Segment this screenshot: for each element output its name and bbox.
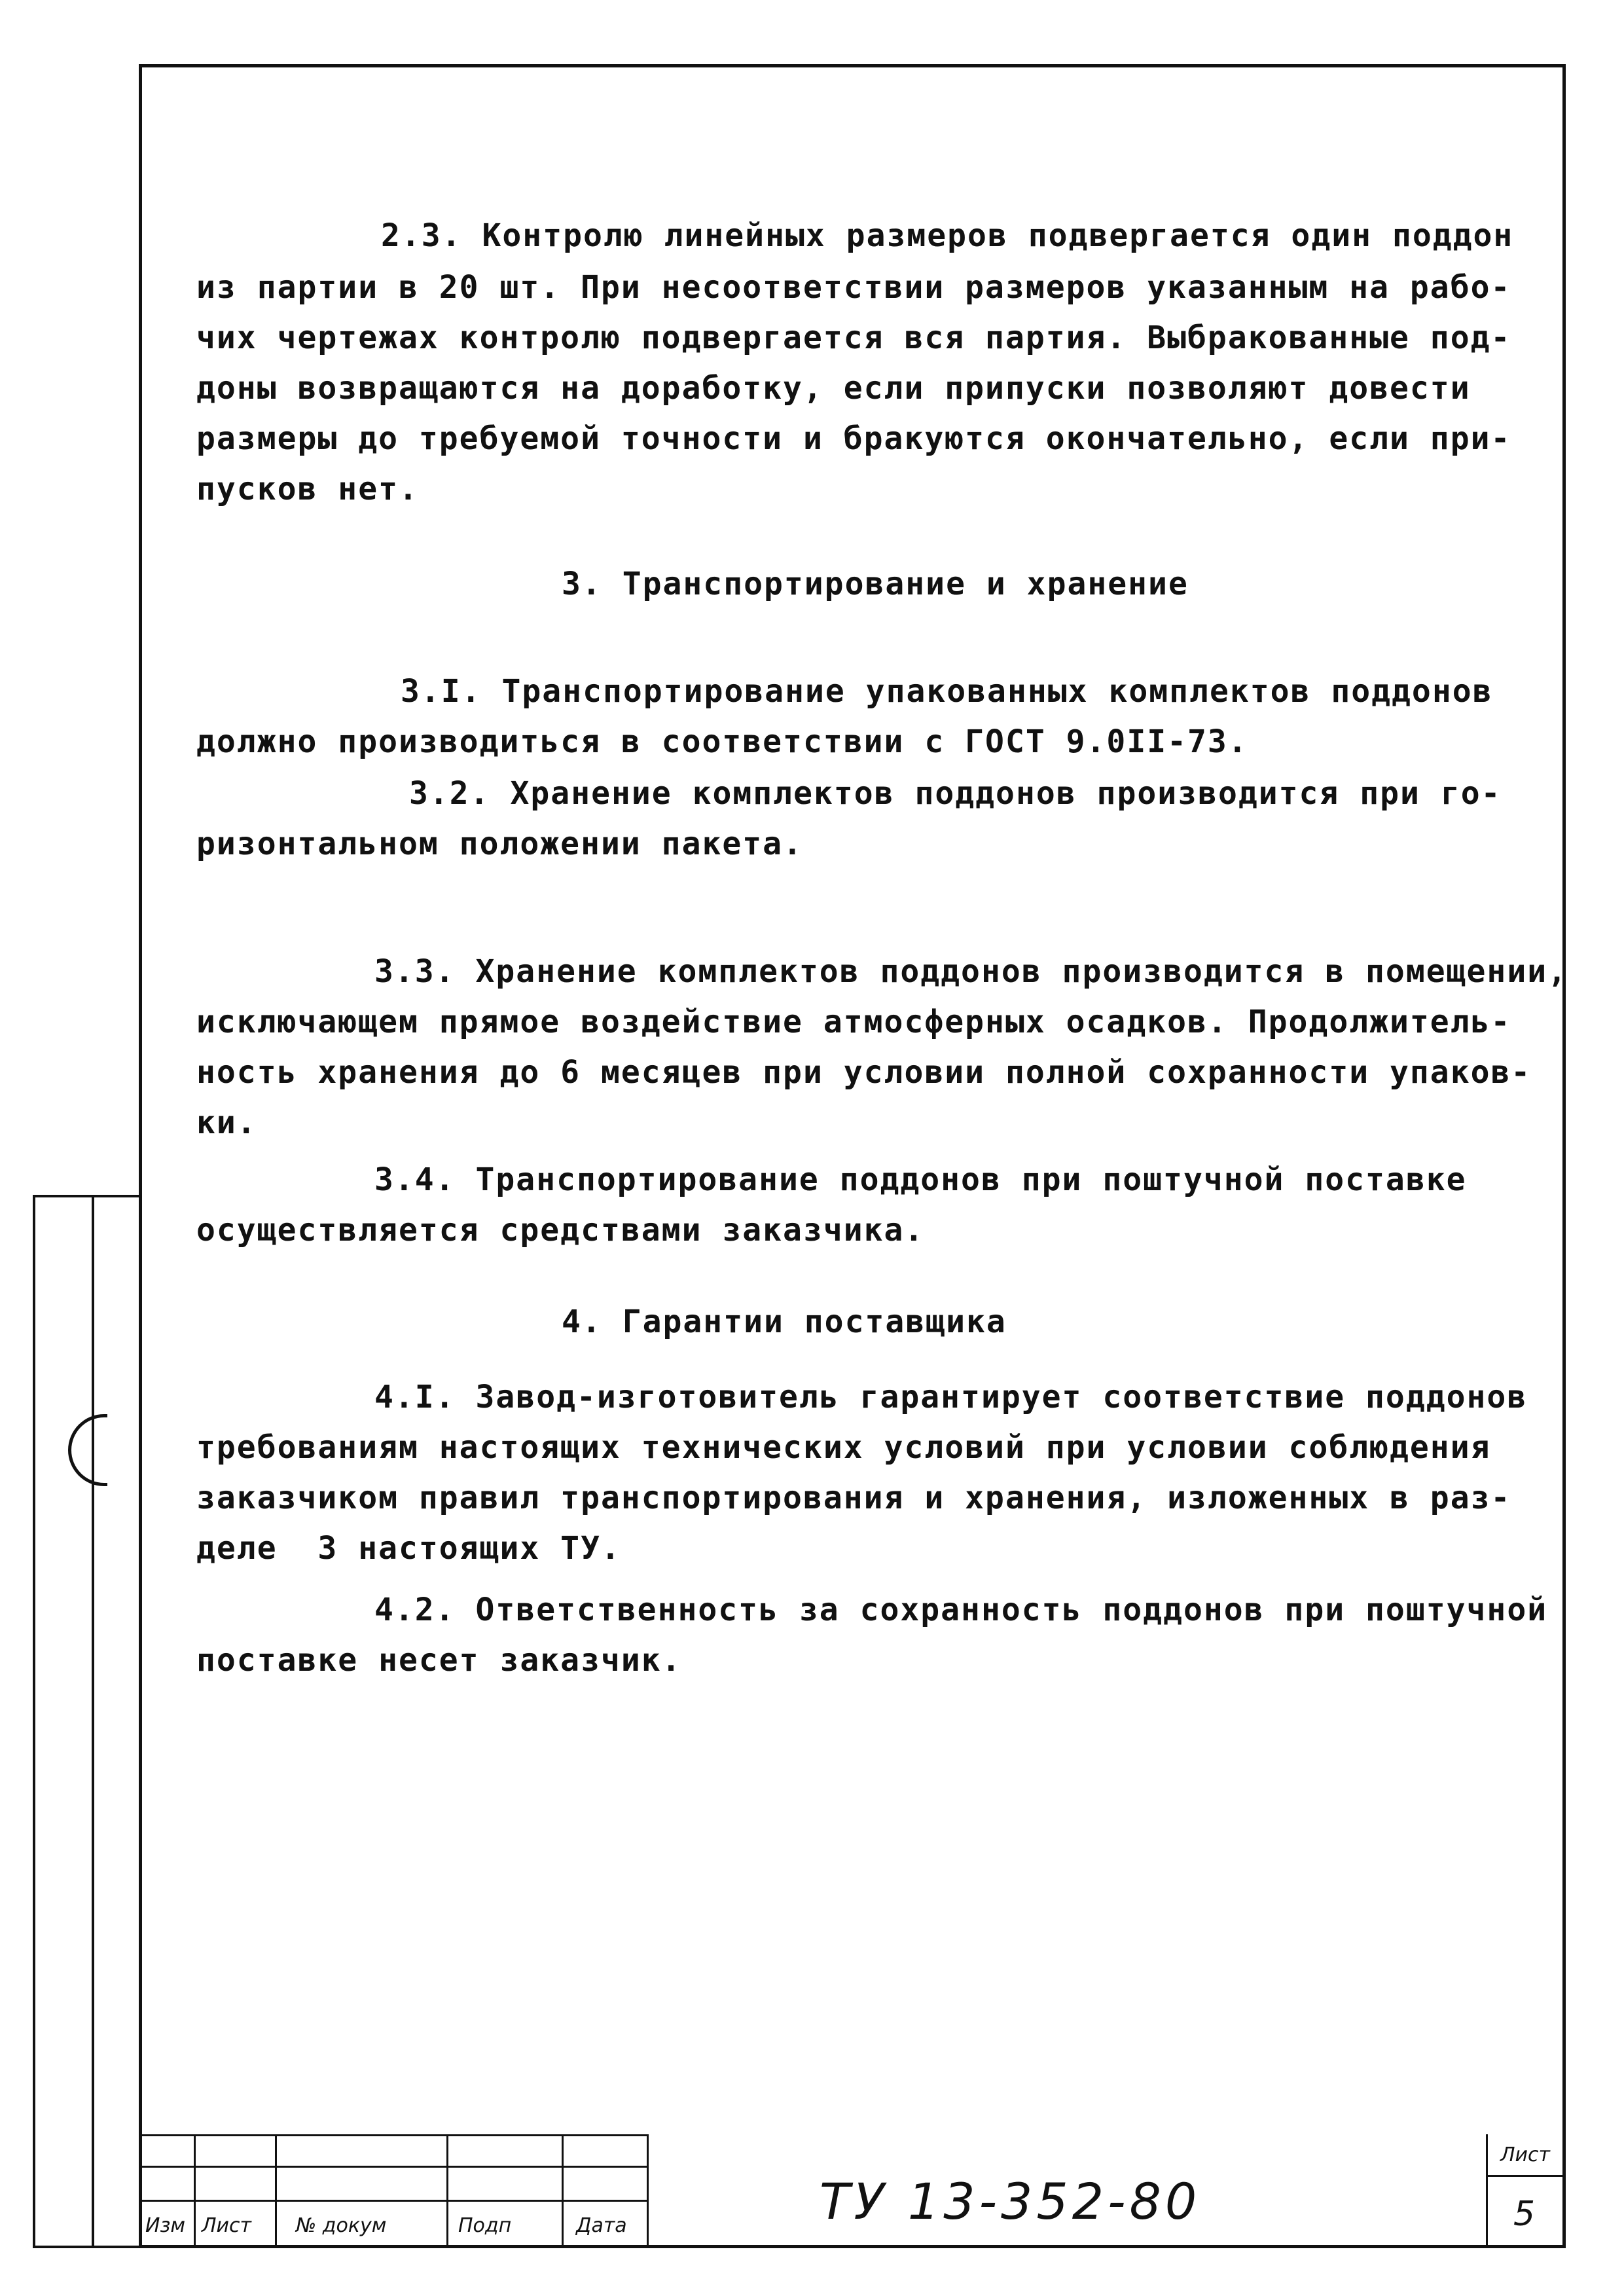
- para-3-1-line-2: должно производиться в соответствии с ГОСТ 9.0II-73.: [196, 723, 1248, 760]
- tb-label-izm: Изм: [145, 2214, 186, 2237]
- para-4-2-line-1: 4.2. Ответственность за сохранность поддонов при поштучной: [374, 1592, 1548, 1628]
- para-4-1-line-2: требованиям настоящих технических условий при условии соблюдения: [196, 1429, 1491, 1466]
- section-4-heading: 4. Гарантии поставщика: [562, 1303, 1007, 1340]
- tb-col-line: [647, 2134, 649, 2248]
- tb-row-line: [139, 2166, 647, 2168]
- para-3-1-line-1: 3.I. Транспортирование упакованных комплектов поддонов: [401, 673, 1493, 710]
- para-3-4-line-1: 3.4. Транспортирование поддонов при поштучной поставке: [374, 1161, 1467, 1198]
- tb-col-line: [194, 2134, 196, 2248]
- document-code: ТУ 13-352-80: [820, 2172, 1201, 2231]
- tb-col-line: [446, 2134, 448, 2248]
- tb-sheet-label: Лист: [1500, 2143, 1551, 2166]
- side-box-divider: [92, 1197, 94, 2246]
- tb-col-line: [562, 2134, 564, 2248]
- tb-row-line: [139, 2134, 647, 2136]
- tb-label-list: Лист: [202, 2214, 252, 2237]
- tb-sheet-line: [1486, 2175, 1566, 2177]
- tb-label-doc: № докум: [296, 2214, 387, 2237]
- para-2-3-line-5: размеры до требуемой точности и бракуются окончательно, если при-: [196, 420, 1511, 457]
- para-2-3-line-6: пусков нет.: [196, 471, 419, 507]
- para-3-2-line-1: 3.2. Хранение комплектов поддонов производится при го-: [409, 775, 1502, 812]
- tb-col-line: [1486, 2134, 1488, 2248]
- para-4-1-line-3: заказчиком правил транспортирования и хранения, изложенных в раз-: [196, 1480, 1511, 1516]
- para-4-1-line-1: 4.I. Завод-изготовитель гарантирует соответствие поддонов: [374, 1379, 1528, 1415]
- sheet-number: 5: [1513, 2195, 1536, 2234]
- section-3-heading: 3. Транспортирование и хранение: [562, 566, 1189, 602]
- para-3-3-line-1: 3.3. Хранение комплектов поддонов производится в помещении,: [374, 953, 1568, 990]
- para-3-2-line-2: ризонтальном положении пакета.: [196, 826, 803, 862]
- para-2-3-line-2: из партии в 20 шт. При несоответствии размеров указанным на рабо-: [196, 269, 1511, 306]
- para-3-3-line-2: исключающем прямое воздействие атмосферных осадков. Продолжитель-: [196, 1004, 1511, 1040]
- para-3-4-line-2: осуществляется средствами заказчика.: [196, 1212, 925, 1248]
- tb-row-line: [139, 2200, 647, 2202]
- para-3-3-line-4: ки.: [196, 1104, 257, 1141]
- para-2-3-line-1: 2.3. Контролю линейных размеров подвергается один поддон: [381, 217, 1514, 254]
- side-binding-box: [33, 1195, 139, 2248]
- para-4-1-line-4: деле 3 настоящих ТУ.: [196, 1530, 621, 1567]
- para-2-3-line-3: чих чертежах контролю подвергается вся партия. Выбракованные под-: [196, 319, 1511, 356]
- para-3-3-line-3: ность хранения до 6 месяцев при условии полной сохранности упаков-: [196, 1054, 1532, 1091]
- title-block: [139, 2134, 1566, 2248]
- tb-label-date: Дата: [576, 2214, 627, 2237]
- para-2-3-line-4: доны возвращаются на доработку, если припуски позволяют довести: [196, 370, 1471, 407]
- tb-col-line: [275, 2134, 277, 2248]
- tb-label-sign: Подп: [458, 2214, 512, 2237]
- para-4-2-line-2: поставке несет заказчик.: [196, 1642, 682, 1679]
